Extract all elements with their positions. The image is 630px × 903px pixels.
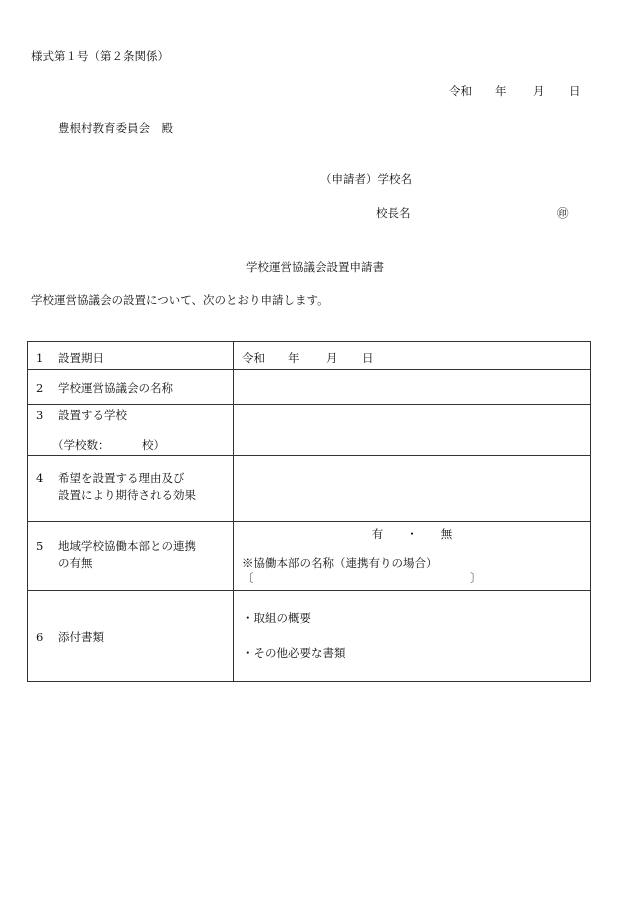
seal-mark: ㊞ (557, 206, 569, 220)
row-label-text: 希望を設置する理由及び (58, 471, 185, 485)
cooperation-note: ※協働本部の名称（連携有りの場合） (242, 556, 438, 570)
intro-text: 学校運営協議会の設置について、次のとおり申請します。 (31, 293, 329, 307)
table-row (28, 456, 591, 522)
date-year: 年 (495, 84, 507, 98)
school-count-unit: 校） (142, 438, 165, 452)
table-row (28, 405, 591, 456)
row-label (28, 522, 234, 591)
row-label-text-2: 設置により期待される効果 (58, 487, 196, 502)
attachments-field (234, 591, 591, 682)
date-day: 日 (362, 351, 374, 365)
table-row (28, 370, 591, 405)
row-label-text: 設置する学校 (58, 408, 127, 422)
addressee: 豊根村教育委員会 殿 (58, 121, 173, 135)
row-number: 3 (36, 408, 44, 422)
bracket-close: 〕 (470, 571, 482, 586)
row-label (28, 405, 234, 456)
council-name-field[interactable] (234, 370, 591, 405)
reason-field[interactable] (234, 456, 591, 522)
row-number: 2 (36, 381, 44, 395)
row-label (28, 370, 234, 405)
yes-no-options[interactable]: 有 ・ 無 (371, 527, 453, 541)
row-label-text: 地域学校協働本部との連携 (58, 539, 196, 553)
bracket-open: 〔 (242, 571, 254, 586)
table-row (28, 591, 591, 682)
row-number: 1 (36, 351, 44, 365)
table-row (28, 522, 591, 591)
date-day: 日 (569, 84, 581, 98)
date-era: 令和 (449, 84, 472, 98)
row-number: 5 (36, 539, 44, 553)
table-row (28, 342, 591, 370)
attachment-item: ・取組の概要 (242, 611, 311, 625)
cooperation-field[interactable] (234, 522, 591, 591)
attachment-item: ・その他必要な書類 (242, 645, 346, 660)
row-label (28, 591, 234, 682)
cooperation-name-bracket[interactable] (234, 570, 590, 584)
school-count-label: （学校数： (52, 438, 110, 452)
date-era: 令和 (242, 351, 265, 365)
row-label-text: 設置期日 (58, 351, 104, 365)
row-label-text-2: の有無 (58, 555, 93, 570)
principal-label: 校長名 (376, 206, 411, 220)
row-label-text: 添付書類 (58, 630, 104, 644)
application-table (27, 341, 591, 682)
applicant-school-label: （申請者）学校名 (320, 172, 412, 186)
form-number: 様式第１号（第２条関係） (31, 49, 169, 63)
row-label (28, 456, 234, 522)
start-date-field[interactable] (234, 342, 591, 370)
row-number: 6 (36, 630, 44, 644)
row-label (28, 342, 234, 370)
date-month: 月 (326, 351, 338, 365)
date-month: 月 (533, 84, 545, 98)
document-title: 学校運営協議会設置申請書 (246, 260, 384, 274)
date-year: 年 (288, 351, 300, 365)
row-label-text: 学校運営協議会の名称 (58, 381, 173, 395)
application-date (449, 83, 581, 99)
row-number: 4 (36, 471, 44, 485)
school-field[interactable] (234, 405, 591, 456)
